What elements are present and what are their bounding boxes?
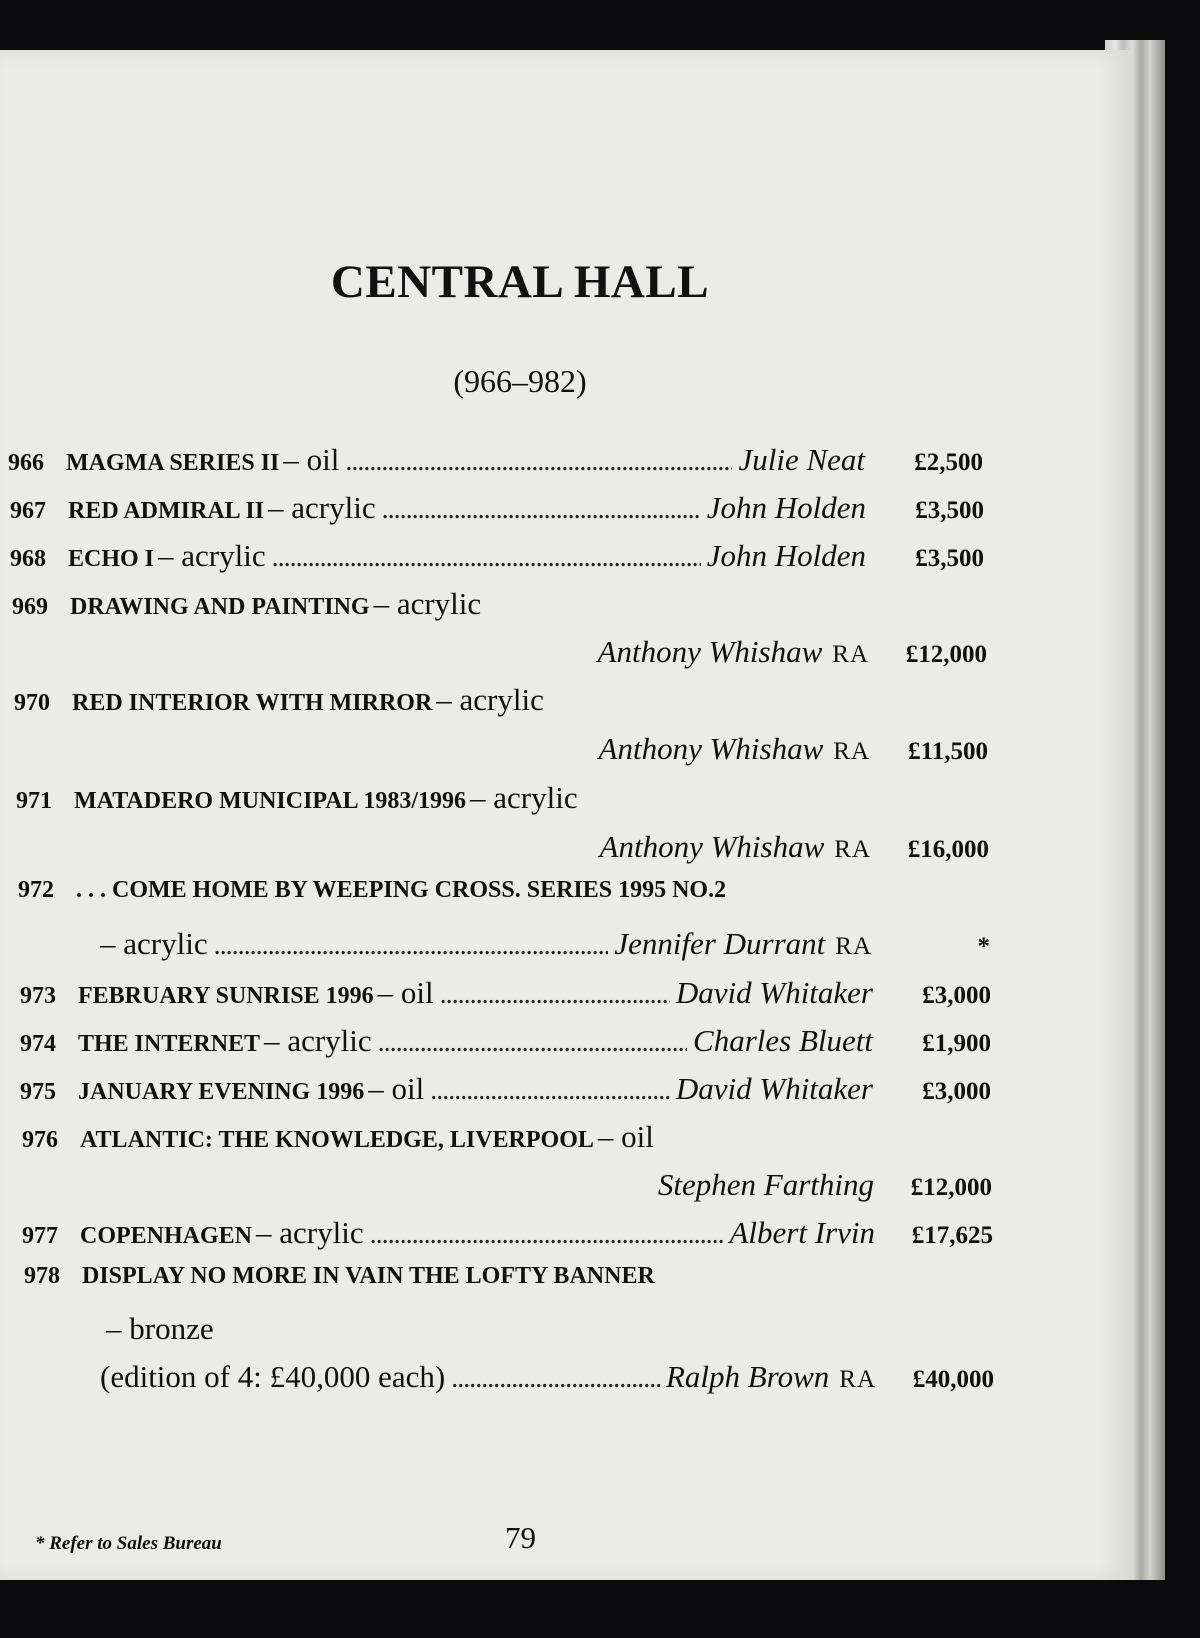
entry-medium: – oil [283, 442, 340, 477]
entry-medium: – acrylic [436, 682, 544, 717]
entry-price: £12,000 [910, 1174, 992, 1201]
entry-price: £3,500 [915, 497, 984, 524]
entry-title: RED INTERIOR WITH MIRROR [72, 690, 433, 716]
entry-price: £1,900 [922, 1030, 991, 1057]
entry-artist: David Whitaker [675, 975, 873, 1010]
entry-price: £3,500 [915, 545, 984, 572]
entry-medium: – acrylic [100, 926, 208, 961]
entry-number: 976 [22, 1127, 58, 1153]
entry-artist: Anthony Whishaw [598, 731, 824, 766]
entry-number: 971 [16, 788, 52, 814]
entry-title: FEBRUARY SUNRISE 1996 [78, 983, 374, 1009]
list-item [10, 490, 984, 534]
entry-title: MAGMA SERIES II [66, 450, 280, 476]
entry-title: ECHO I [68, 546, 155, 572]
list-item [8, 442, 983, 486]
entry-edition: (edition of 4: £40,000 each) [100, 1359, 446, 1394]
list-item-continuation [12, 634, 987, 678]
entry-artist: David Whitaker [675, 1071, 873, 1106]
entry-price: £40,000 [912, 1366, 994, 1393]
list-item [22, 1215, 993, 1259]
dot-leader [451, 1363, 660, 1395]
dot-leader [382, 494, 701, 526]
entry-price: £3,000 [922, 982, 991, 1009]
list-item-continuation [106, 1311, 996, 1355]
entry-number: 968 [10, 546, 46, 572]
list-item-continuation [100, 1359, 994, 1403]
entry-title: . . . COME HOME BY WEEPING CROSS. SERIES 1995 NO.2 [76, 877, 727, 903]
entry-title: ATLANTIC: THE KNOWLEDGE, LIVERPOOL [80, 1127, 594, 1153]
entries-list [0, 50, 1130, 1580]
list-item [14, 682, 986, 726]
list-item-continuation [100, 926, 990, 970]
dot-leader [214, 930, 609, 962]
list-item [20, 1023, 991, 1067]
entry-price: £12,000 [905, 641, 987, 668]
list-item [12, 586, 984, 630]
entry-number: 972 [18, 877, 54, 903]
entry-medium: – acrylic [373, 586, 482, 621]
entry-medium: – acrylic [264, 1023, 372, 1058]
page-number: 79 [505, 1520, 536, 1555]
entry-medium: – oil [597, 1119, 654, 1154]
entry-number: 970 [14, 690, 50, 716]
entry-number: 974 [20, 1031, 56, 1057]
entry-artist: Charles Bluett [693, 1023, 873, 1058]
entry-artist: Anthony Whishaw [597, 634, 823, 669]
entry-medium: – oil [377, 975, 434, 1010]
entry-title: JANUARY EVENING 1996 [78, 1079, 365, 1105]
entry-number: 977 [22, 1223, 58, 1249]
entry-price: * [977, 933, 990, 960]
list-item-continuation [16, 829, 989, 873]
entry-ra: RA [834, 836, 871, 863]
entry-artist: Ralph Brown [665, 1359, 830, 1394]
entry-price: £2,500 [914, 449, 983, 476]
list-item [24, 1263, 994, 1307]
entry-ra: RA [839, 1366, 876, 1393]
entry-medium: – acrylic [158, 538, 266, 573]
entry-artist: Jennifer Durrant [614, 926, 826, 961]
entry-ra: RA [835, 933, 872, 960]
entry-title: MATADERO MUNICIPAL 1983/1996 [74, 788, 466, 814]
entry-price: £16,000 [907, 836, 989, 863]
entry-number: 978 [24, 1263, 60, 1289]
entry-title: DISPLAY NO MORE IN VAIN THE LOFTY BANNER [82, 1263, 655, 1289]
footnote: * Refer to Sales Bureau [35, 1533, 222, 1554]
entry-price: £17,625 [911, 1222, 993, 1249]
list-item [20, 975, 991, 1019]
list-item [22, 1119, 992, 1163]
list-item [20, 1071, 991, 1115]
entry-medium: – oil [368, 1071, 425, 1106]
list-item [16, 780, 988, 824]
entry-medium: – acrylic [268, 490, 376, 525]
entry-title: DRAWING AND PAINTING [70, 594, 370, 620]
entry-price: £3,000 [922, 1078, 991, 1105]
entry-ra: RA [833, 738, 870, 765]
entry-number: 966 [8, 450, 44, 476]
list-item [18, 877, 990, 921]
entry-number: 973 [20, 983, 56, 1009]
dot-leader [430, 1075, 670, 1107]
entry-medium: – acrylic [470, 780, 578, 815]
entry-medium: – bronze [106, 1311, 214, 1346]
entry-number: 967 [10, 498, 46, 524]
catalogue-range: (966–982) [453, 363, 587, 399]
dot-leader [378, 1027, 687, 1059]
entry-medium: – acrylic [256, 1215, 364, 1250]
entry-title: COPENHAGEN [80, 1223, 253, 1249]
list-item-continuation [14, 731, 988, 775]
list-item [10, 538, 984, 582]
entry-number: 969 [12, 594, 48, 620]
entry-ra: RA [832, 641, 869, 668]
entry-artist: Julie Neat [738, 442, 865, 477]
entry-artist: John Holden [706, 538, 866, 573]
entry-artist: Anthony Whishaw [599, 829, 825, 864]
entry-title: RED ADMIRAL II [68, 498, 265, 524]
catalogue-page [0, 50, 1130, 1580]
dot-leader [370, 1219, 724, 1251]
dot-leader [272, 542, 701, 574]
entry-number: 975 [20, 1079, 56, 1105]
entry-title: THE INTERNET [78, 1031, 261, 1057]
entry-artist: Albert Irvin [729, 1215, 875, 1250]
entry-price: £11,500 [908, 738, 988, 765]
list-item-continuation [22, 1167, 992, 1211]
page-title: CENTRAL HALL [330, 256, 710, 308]
entry-artist: Stephen Farthing [657, 1167, 874, 1202]
dot-leader [440, 979, 670, 1011]
entry-artist: John Holden [706, 490, 866, 525]
dot-leader [345, 446, 732, 478]
